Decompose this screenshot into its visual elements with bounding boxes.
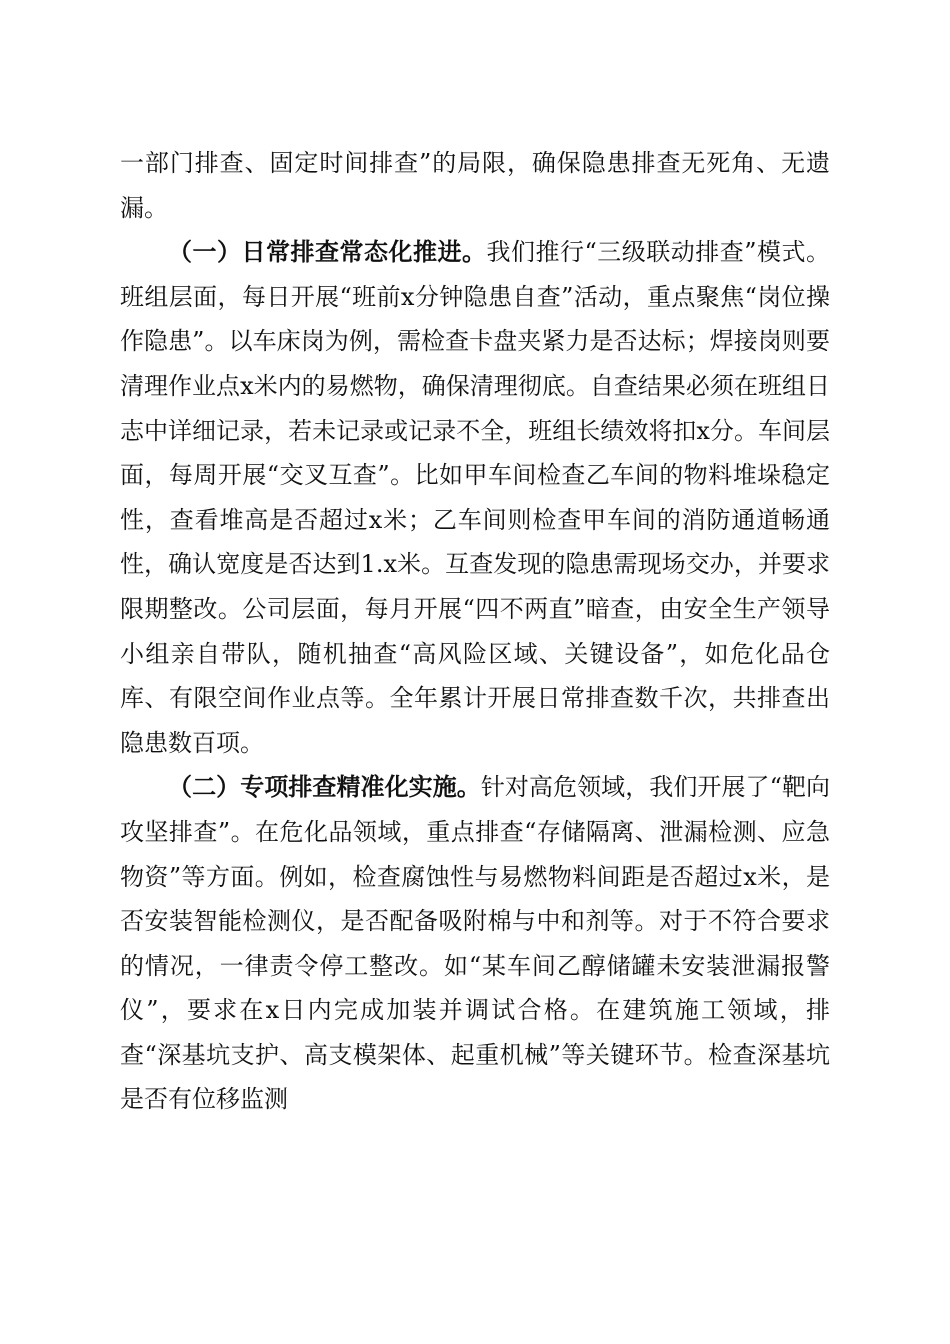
document-body — [120, 141, 830, 1122]
paragraph-daily-inspection — [120, 230, 830, 765]
paragraph-text: 我们推行“三级联动排查”模式。班组层面，每日开展“班前x分钟隐患自查”活动，重点聚焦“岗位操作隐患”。以车床岗为例，需检查卡盘夹紧力是否达标；焊接岗则要清理作业点x米内的易燃物，确保清理彻底。自查结果必须在班组日志中详细记录，若未记录或记录不全，班组长绩效将扣x分。车间层面，每周开展“交叉互查”。比如甲车间检查乙车间的物料堆垛稳定性，查看堆高是否超过x米；乙车间则检查甲车间的消防通道畅通性，确认宽度是否达到1.x米。互查发现的隐患需现场交办，并要求限期整改。公司层面，每月开展“四不两直”暗查，由安全生产领导小组亲自带队，随机抽查“高风险区域、关键设备”，如危化品仓库、有限空间作业点等。全年累计开展日常排查数千次，共排查出隐患数百项。 — [120, 238, 830, 757]
paragraph-continuation — [120, 141, 830, 230]
section-heading-daily-inspection: （一）日常排查常态化推进。 — [168, 237, 487, 267]
paragraph-text: 针对高危领域，我们开展了“靶向攻坚排查”。在危化品领域，重点排查“存储隔离、泄漏检测、应急物资”等方面。例如，检查腐蚀性与易燃物料间距是否超过x米，是否安装智能检测仪，是否配备吸附棉与中和剂等。对于不符合要求的情况，一律责令停工整改。如“某车间乙醇储罐未安装泄漏报警仪”，要求在x日内完成加装并调试合格。在建筑施工领域，排查“深基坑支护、高支模架体、起重机械”等关键环节。检查深基坑是否有位移监测 — [120, 773, 830, 1114]
paragraph-special-inspection — [120, 765, 830, 1122]
section-heading-special-inspection: （二）专项排查精准化实施。 — [168, 772, 481, 802]
paragraph-text: 一部门排查、固定时间排查”的局限，确保隐患排查无死角、无遗漏。 — [120, 149, 830, 222]
